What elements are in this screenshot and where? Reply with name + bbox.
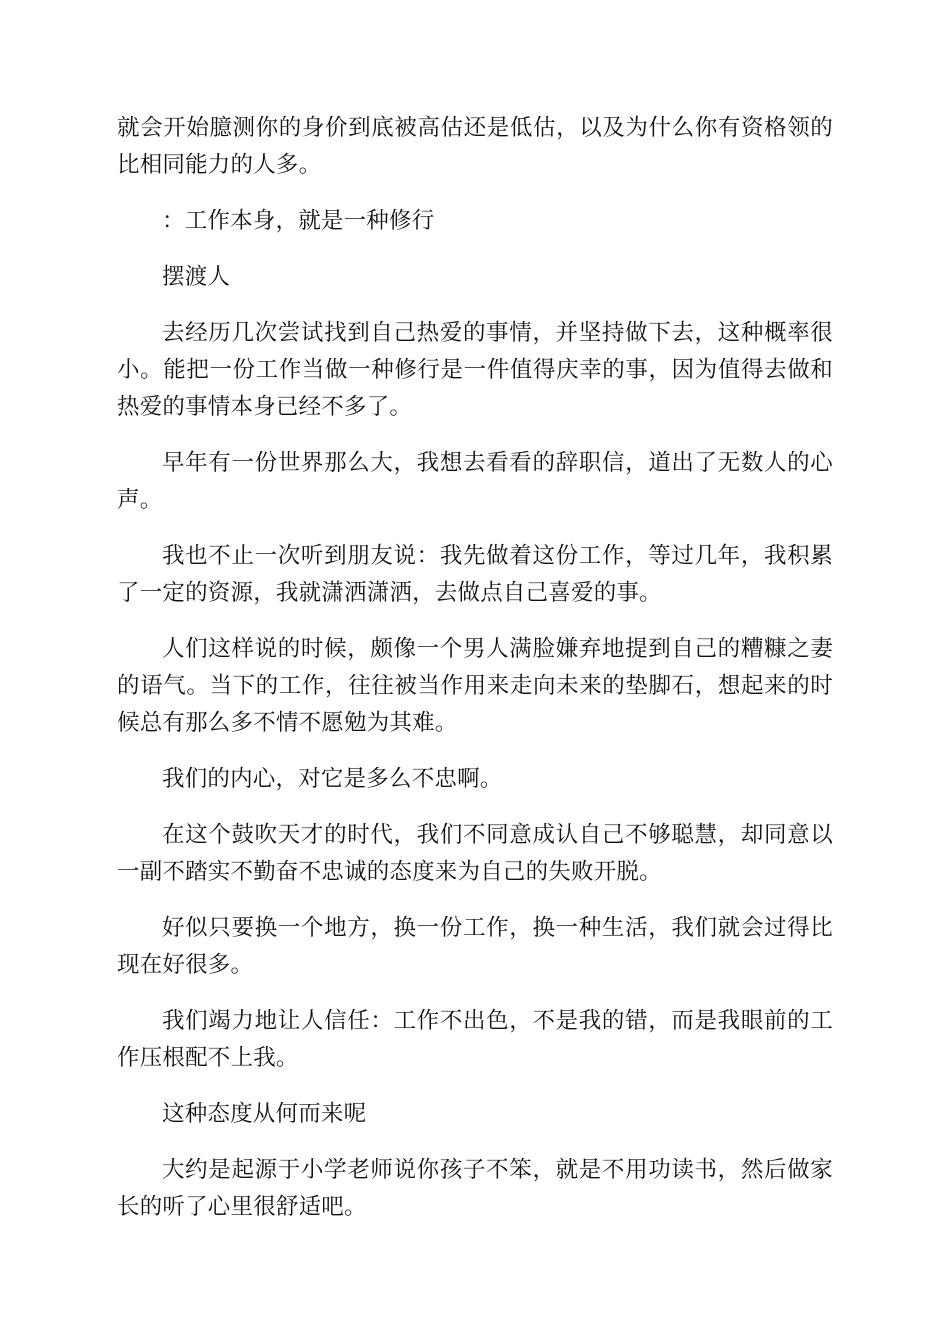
paragraph: 我们的内心，对它是多么不忠啊。 — [162, 766, 503, 792]
section-heading: ：工作本身，就是一种修行 — [162, 208, 435, 234]
paragraph: 人们这样说的时候，颇像一个男人满脸嫌弃地提到自己的糟糠之妻的语气。当下的工作，往往被当作用来走向未来的垫脚石，想起来的时候总有那么多不情不愿勉为其难。 — [117, 636, 833, 736]
paragraph: 大约是起源于小学老师说你孩子不笨，就是不用功读书，然后做家长的听了心里很舒适吧。 — [117, 1157, 833, 1220]
paragraph: 早年有一份世界那么大，我想去看看的辞职信，道出了无数人的心声。 — [117, 450, 833, 513]
paragraph: 我们竭力地让人信任：工作不出色，不是我的错，而是我眼前的工作压根配不上我。 — [117, 1008, 833, 1071]
paragraph: 好似只要换一个地方，换一份工作，换一种生活，我们就会过得比现在好很多。 — [117, 915, 833, 978]
paragraph: 这种态度从何而来呢 — [162, 1101, 367, 1127]
paragraph: 我也不止一次听到朋友说：我先做着这份工作，等过几年，我积累了一定的资源，我就潇洒潇洒，去做点自己喜爱的事。 — [117, 543, 833, 606]
document-body — [117, 110, 833, 1245]
paragraph: 去经历几次尝试找到自己热爱的事情，并坚持做下去，这种概率很小。能把一份工作当做一种修行是一件值得庆幸的事，因为值得去做和热爱的事情本身已经不多了。 — [117, 320, 833, 420]
paragraph-continued: 就会开始臆测你的身价到底被高估还是低估，以及为什么你有资格领的比相同能力的人多。 — [117, 115, 833, 178]
author-name: 摆渡人 — [162, 264, 231, 290]
paragraph: 在这个鼓吹天才的时代，我们不同意成认自己不够聪慧，却同意以一副不踏实不勤奋不忠诚的态度来为自己的失败开脱。 — [117, 822, 833, 885]
